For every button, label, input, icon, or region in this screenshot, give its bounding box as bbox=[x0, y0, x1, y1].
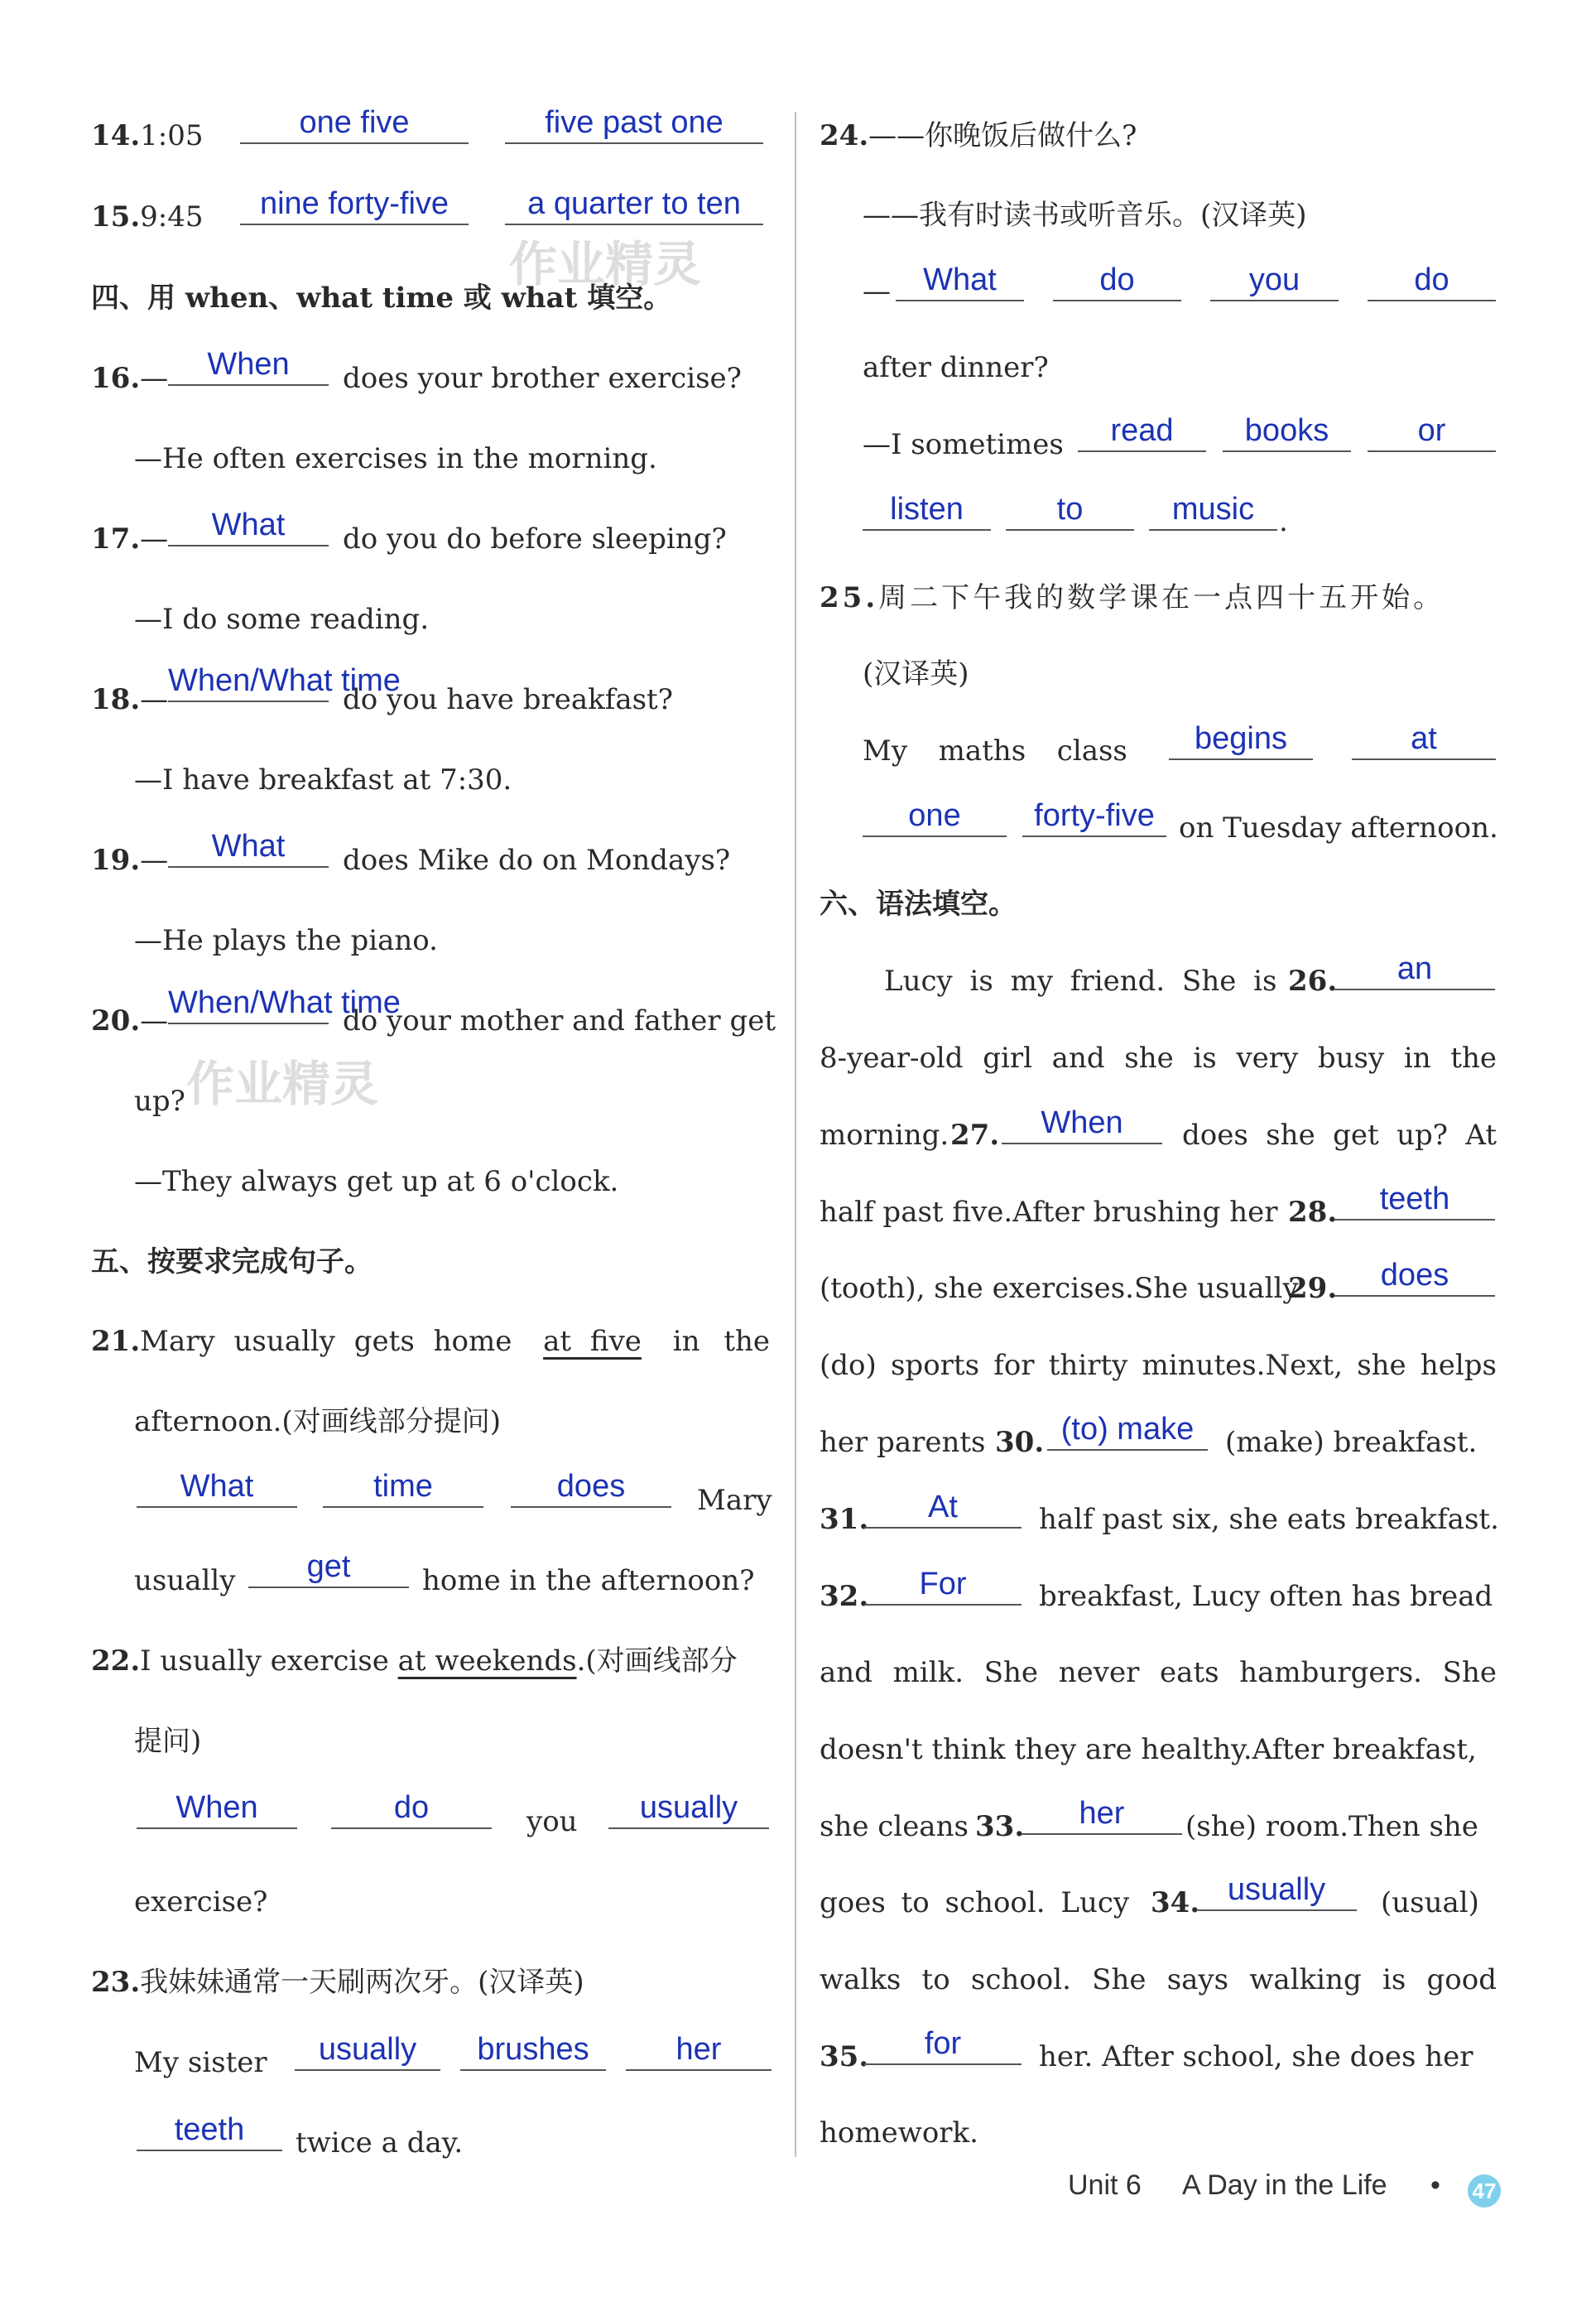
q21-answer-2[interactable]: time bbox=[323, 1470, 483, 1508]
passage-line-6: (do) sports for thirty minutes.Next, she helps bbox=[820, 1349, 1497, 1382]
q24-answer-9[interactable]: to bbox=[1006, 493, 1134, 531]
q16-number: 16.— bbox=[91, 362, 169, 395]
n32: 32. bbox=[820, 1580, 869, 1613]
passage-line-14: walks to school. She says walking is good bbox=[820, 1963, 1497, 1996]
q24-answer-1[interactable]: What bbox=[896, 263, 1024, 301]
q24-answer-7[interactable]: or bbox=[1368, 414, 1496, 452]
answer-31[interactable]: At bbox=[864, 1490, 1022, 1529]
q25-line1: 25.周二下午我的数学课在一点四十五开始。 bbox=[820, 581, 1445, 614]
q24-end: . bbox=[1279, 505, 1288, 538]
q15-label: 15.9:45 bbox=[91, 200, 204, 234]
q24-answer-5[interactable]: read bbox=[1078, 414, 1206, 452]
n34: 34. bbox=[1151, 1886, 1200, 1919]
watermark-2: 作业精灵 bbox=[186, 1056, 379, 1112]
answer-27[interactable]: When bbox=[1002, 1106, 1162, 1144]
q17-number: 17.— bbox=[91, 522, 169, 556]
q21-underlined: at five bbox=[543, 1325, 642, 1358]
footer-bullet: • bbox=[1430, 2169, 1440, 2201]
n28: 28. bbox=[1288, 1196, 1338, 1229]
q23-tail: twice a day. bbox=[296, 2126, 464, 2160]
q14-answer-1[interactable]: one five bbox=[240, 106, 469, 144]
answer-32[interactable]: For bbox=[864, 1567, 1022, 1606]
q25-line2: (汉译英) bbox=[863, 657, 969, 691]
q24-answer-6[interactable]: books bbox=[1223, 414, 1351, 452]
passage-line-2: 8-year-old girl and she is very busy in the bbox=[820, 1042, 1497, 1075]
passage-line-10: and milk. She never eats hamburgers. She bbox=[820, 1656, 1497, 1689]
q25-answer-4[interactable]: forty-five bbox=[1022, 799, 1166, 837]
q19-reply: —He plays the piano. bbox=[134, 924, 438, 957]
n30: 30. bbox=[995, 1426, 1045, 1459]
answer-34[interactable]: usually bbox=[1196, 1873, 1357, 1911]
n29: 29. bbox=[1288, 1272, 1338, 1305]
q21-answer-4[interactable]: get bbox=[248, 1550, 409, 1588]
passage-line-4a: half past five.After brushing her bbox=[820, 1196, 1278, 1229]
q25-answer-3[interactable]: one bbox=[863, 799, 1007, 837]
passage-line-12a: she cleans bbox=[820, 1810, 969, 1843]
q20-answer[interactable]: When/What time bbox=[168, 986, 329, 1024]
q20-question: do your mother and father get bbox=[343, 1004, 776, 1038]
q17-reply: —I do some reading. bbox=[134, 603, 430, 636]
passage-line-9b: breakfast, Lucy often has bread bbox=[1039, 1580, 1493, 1613]
q17-question: do you do before sleeping? bbox=[343, 522, 727, 556]
passage-line-7b: (make) breakfast. bbox=[1225, 1426, 1478, 1459]
q20-number: 20.— bbox=[91, 1004, 169, 1038]
q24-answer-3[interactable]: you bbox=[1210, 263, 1339, 301]
n35: 35. bbox=[820, 2040, 869, 2073]
passage-line-11: doesn't think they are healthy.After breakfast, bbox=[820, 1733, 1477, 1766]
q22-answer-2[interactable]: do bbox=[331, 1791, 492, 1829]
q16-question: does your brother exercise? bbox=[343, 362, 742, 395]
q15-answer-2[interactable]: a quarter to ten bbox=[505, 187, 763, 225]
q19-number: 19.— bbox=[91, 844, 169, 877]
q21-answer-1[interactable]: What bbox=[137, 1470, 297, 1508]
q24-answer-4[interactable]: do bbox=[1368, 263, 1496, 301]
n33: 33. bbox=[975, 1810, 1025, 1843]
answer-30[interactable]: (to) make bbox=[1047, 1413, 1208, 1451]
q16-answer[interactable]: When bbox=[168, 348, 329, 386]
q21-line2: afternoon.(对画线部分提问) bbox=[134, 1405, 501, 1438]
q23-answer-4[interactable]: teeth bbox=[137, 2113, 282, 2151]
passage-line-12b: (she) room.Then she bbox=[1185, 1810, 1478, 1843]
q24-line1: 24.——你晚饭后做什么? bbox=[820, 119, 1137, 152]
q17-answer[interactable]: What bbox=[168, 508, 329, 546]
passage-line-3b: does she get up? At bbox=[1182, 1119, 1497, 1152]
q22-line2: 提问) bbox=[134, 1725, 202, 1758]
page-number: 47 bbox=[1468, 2174, 1501, 2208]
answer-26[interactable]: an bbox=[1334, 952, 1495, 990]
passage-line-16: homework. bbox=[820, 2116, 978, 2150]
q24-line2: ——我有时读书或听音乐。(汉译英) bbox=[863, 199, 1307, 232]
q23-pre: My sister bbox=[134, 2046, 267, 2079]
passage-line-7a: her parents bbox=[820, 1426, 986, 1459]
q21-tail: home in the afternoon? bbox=[422, 1564, 755, 1597]
q21-line1: 21.Mary usually gets home at five in the bbox=[91, 1325, 770, 1358]
q18-answer[interactable]: When/What time bbox=[168, 664, 329, 702]
answer-35[interactable]: for bbox=[864, 2027, 1022, 2065]
n26: 26. bbox=[1288, 965, 1338, 998]
section5-title: 五、按要求完成句子。 bbox=[91, 1245, 373, 1278]
q21-answer-3[interactable]: does bbox=[511, 1470, 671, 1508]
passage-line-5a: (tooth), she exercises.She usually bbox=[820, 1272, 1299, 1305]
q22-line1: 22.I usually exercise at weekends.(对画线部分 bbox=[91, 1644, 738, 1678]
q16-reply: —He often exercises in the morning. bbox=[134, 442, 657, 475]
q22-tail: exercise? bbox=[134, 1885, 268, 1919]
q25-answer-2[interactable]: at bbox=[1352, 722, 1496, 760]
q15-answer-1[interactable]: nine forty-five bbox=[240, 187, 469, 225]
q24-dash: — bbox=[863, 275, 891, 308]
q14-answer-2[interactable]: five past one bbox=[505, 106, 763, 144]
passage-line-8b: half past six, she eats breakfast. bbox=[1039, 1503, 1499, 1536]
passage-line-1: Lucy is my friend. She is bbox=[884, 965, 1277, 998]
q22-underlined: at weekends bbox=[397, 1644, 577, 1678]
q22-you: you bbox=[526, 1805, 578, 1838]
q19-question: does Mike do on Mondays? bbox=[343, 844, 731, 877]
q25-pre: My maths class bbox=[863, 734, 1127, 768]
q24-pre2: —I sometimes bbox=[863, 428, 1064, 461]
q23-line1: 23.我妹妹通常一天刷两次牙。(汉译英) bbox=[91, 1966, 584, 1999]
q25-tail: on Tuesday afternoon. bbox=[1179, 811, 1498, 845]
q24-answer-8[interactable]: listen bbox=[863, 493, 991, 531]
q23-answer-2[interactable]: brushes bbox=[460, 2033, 606, 2071]
q20-question-cont: up? bbox=[134, 1085, 185, 1118]
q23-answer-3[interactable]: her bbox=[626, 2033, 772, 2071]
passage-line-13a: goes to school. Lucy bbox=[820, 1886, 1130, 1919]
q21-mary: Mary bbox=[697, 1484, 772, 1517]
watermark: 作业精灵 bbox=[509, 236, 702, 292]
q24-answer-10[interactable]: music bbox=[1149, 493, 1277, 531]
passage-line-15b: her. After school, she does her bbox=[1039, 2040, 1473, 2073]
q24-answer-2[interactable]: do bbox=[1053, 263, 1181, 301]
q22-answer-3[interactable]: usually bbox=[608, 1791, 769, 1829]
q14-label: 14.1:05 bbox=[91, 119, 204, 152]
passage-line-13b: (usual) bbox=[1381, 1886, 1479, 1919]
footer-unit: Unit 6 bbox=[1068, 2169, 1142, 2201]
n27: 27. bbox=[950, 1119, 1000, 1152]
q19-answer[interactable]: What bbox=[168, 830, 329, 868]
footer-title: A Day in the Life bbox=[1182, 2169, 1387, 2201]
q22-answer-1[interactable]: When bbox=[137, 1791, 297, 1829]
q18-question: do you have breakfast? bbox=[343, 683, 673, 716]
answer-33[interactable]: her bbox=[1022, 1797, 1182, 1835]
section6-title: 六、语法填空。 bbox=[820, 888, 1017, 921]
section4-title: 四、用 when、what time 或 what 填空。 bbox=[91, 282, 672, 315]
passage-line-3a: morning. bbox=[820, 1119, 949, 1152]
n31: 31. bbox=[820, 1503, 869, 1536]
q25-answer-1[interactable]: begins bbox=[1169, 722, 1313, 760]
q24-after: after dinner? bbox=[863, 351, 1049, 384]
answer-28[interactable]: teeth bbox=[1334, 1182, 1495, 1221]
q18-number: 18.— bbox=[91, 683, 169, 716]
q18-reply: —I have breakfast at 7:30. bbox=[134, 763, 512, 797]
column-divider bbox=[795, 112, 796, 2157]
q20-reply: —They always get up at 6 o'clock. bbox=[134, 1165, 619, 1198]
q21-usually: usually bbox=[134, 1564, 236, 1597]
q23-answer-1[interactable]: usually bbox=[295, 2033, 440, 2071]
answer-29[interactable]: does bbox=[1334, 1259, 1495, 1297]
